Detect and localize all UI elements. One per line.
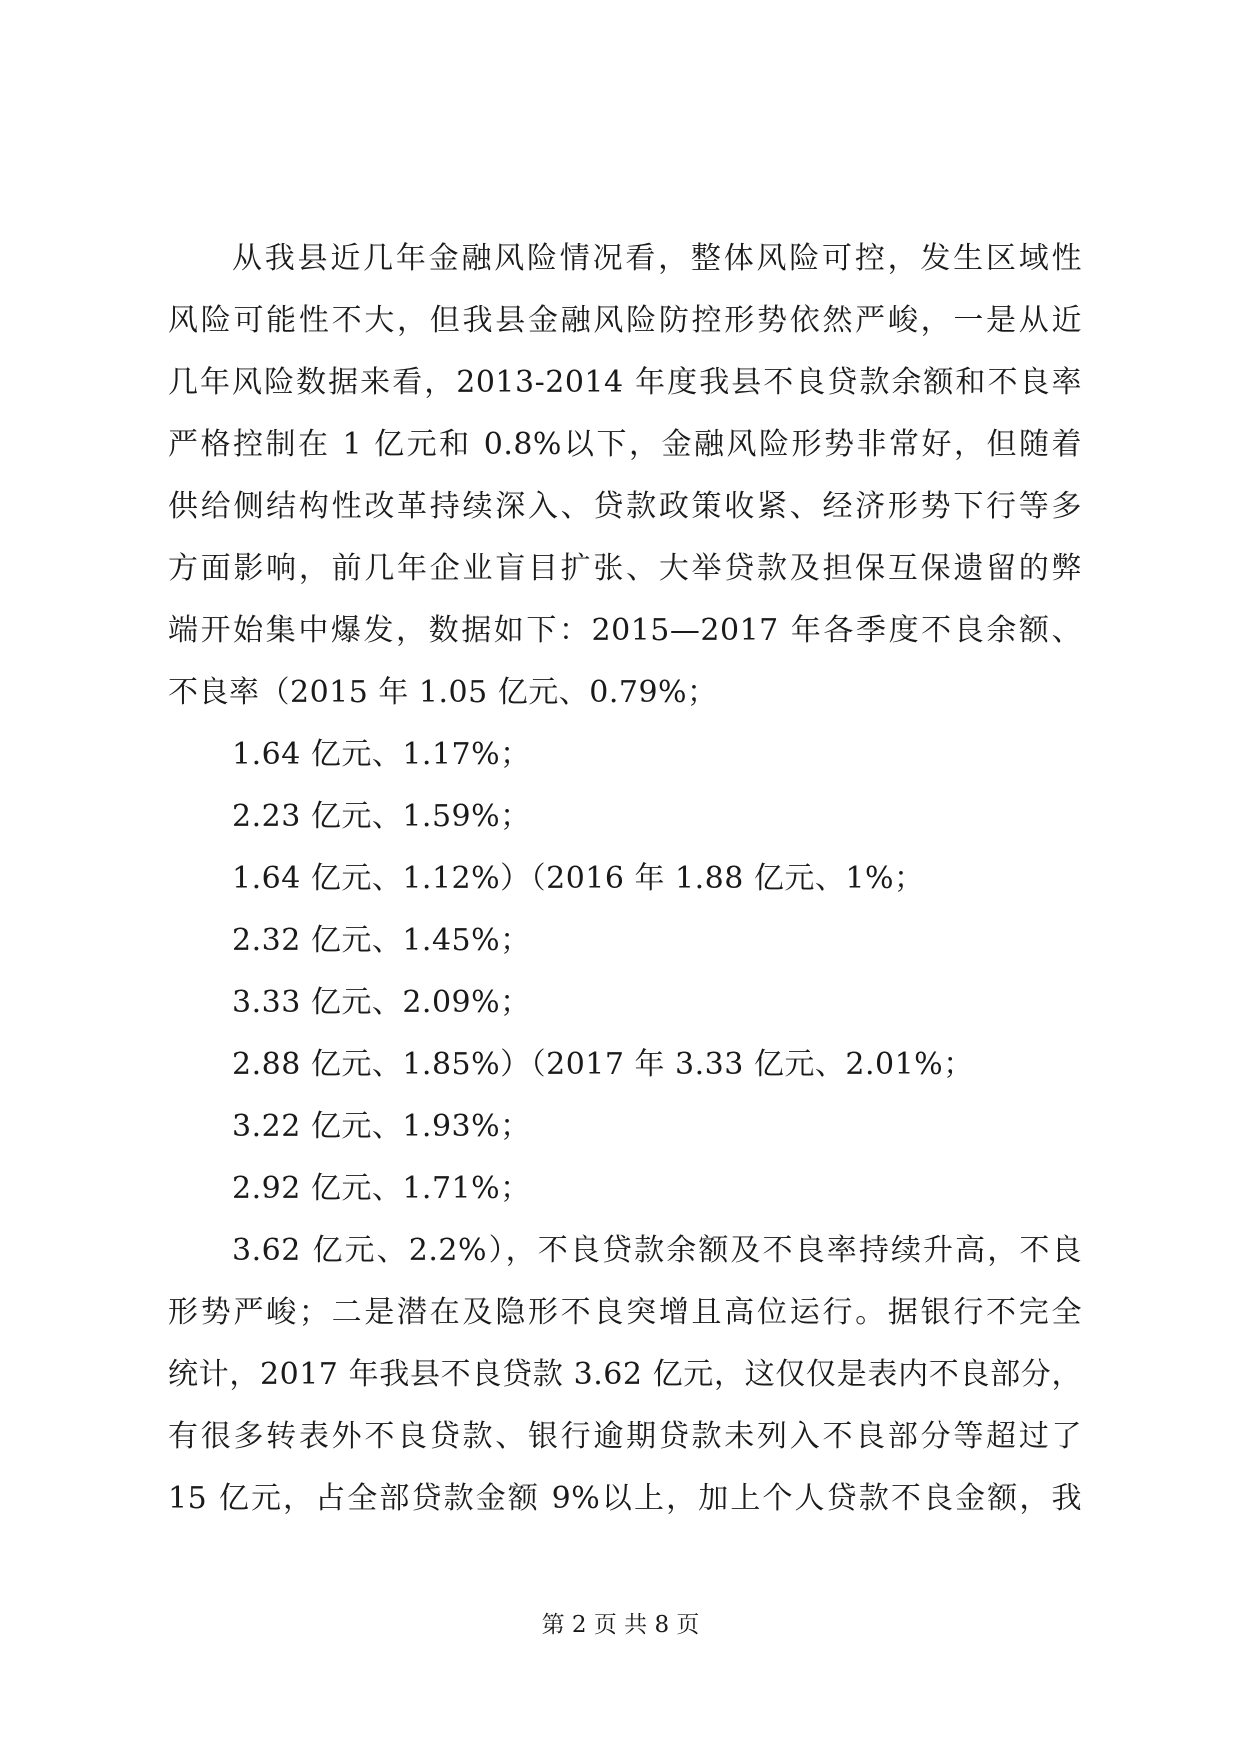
text-line: 3.33 亿元、2.09%； [232, 985, 531, 1020]
text-line: 2.92 亿元、1.71%； [232, 1171, 531, 1206]
text-line: 1.64 亿元、1.12%）（2016 年 1.88 亿元、1%； [232, 861, 925, 896]
text-line: 15 亿元，占全部贷款金额 9%以上，加上个人贷款不良金额，我 [168, 1481, 1082, 1516]
page-number-label: 第 2 页 共 8 页 [541, 1612, 700, 1638]
text-line: 2.88 亿元、1.85%）（2017 年 3.33 亿元、2.01%； [232, 1047, 974, 1082]
document-body [168, 228, 1082, 1530]
text-line: 3.22 亿元、1.93%； [232, 1109, 531, 1144]
text-line: 端开始集中爆发，数据如下：2015—2017 年各季度不良余额、 [168, 613, 1082, 648]
text-line: 方面影响，前几年企业盲目扩张、大举贷款及担保互保遗留的弊 [168, 551, 1082, 586]
text-line: 供给侧结构性改革持续深入、贷款政策收紧、经济形势下行等多 [168, 489, 1082, 524]
text-line: 有很多转表外不良贷款、银行逾期贷款未列入不良部分等超过了 [168, 1419, 1082, 1454]
text-line: 严格控制在 1 亿元和 0.8%以下，金融风险形势非常好，但随着 [168, 427, 1082, 462]
text-line: 1.64 亿元、1.17%； [232, 737, 531, 772]
text-line: 2.23 亿元、1.59%； [232, 799, 531, 834]
text-line: 从我县近几年金融风险情况看，整体风险可控，发生区域性 [232, 241, 1082, 276]
text-line: 3.62 亿元、2.2%），不良贷款余额及不良率持续升高，不良 [232, 1233, 1082, 1268]
text-line: 不良率（2015 年 1.05 亿元、0.79%； [168, 675, 718, 710]
text-line: 统计，2017 年我县不良贷款 3.62 亿元，这仅仅是表内不良部分， [168, 1357, 1082, 1392]
text-line: 2.32 亿元、1.45%； [232, 923, 531, 958]
text-line: 几年风险数据来看，2013-2014 年度我县不良贷款余额和不良率 [168, 365, 1082, 400]
page-footer [0, 1610, 1241, 1640]
text-line: 形势严峻；二是潜在及隐形不良突增且高位运行。据银行不完全 [168, 1295, 1082, 1330]
text-line: 风险可能性不大，但我县金融风险防控形势依然严峻，一是从近 [168, 303, 1082, 338]
